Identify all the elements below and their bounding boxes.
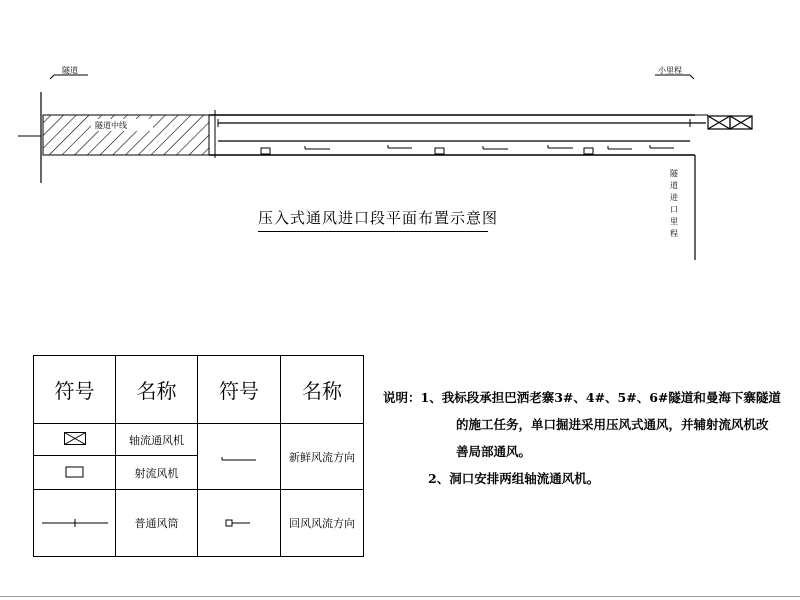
header-name-2: 名称 xyxy=(281,356,364,424)
notes-block xyxy=(383,384,781,492)
axial-fan xyxy=(708,116,730,129)
label-vertical: 隧道进口里程 xyxy=(670,169,678,238)
diagram-title: 压入式通风进口段平面布置示意图 xyxy=(258,209,499,227)
notes-label: 说明： xyxy=(383,390,421,405)
note-2: 2、洞口安排两组轴流通风机。 xyxy=(428,471,600,486)
legend-row xyxy=(34,490,364,557)
axial-fan xyxy=(730,116,752,129)
label-tunnel-center: 隧道中线 xyxy=(95,121,127,130)
flow-arrow xyxy=(305,146,330,149)
jet-fan xyxy=(584,148,593,154)
note-1-line-3: 善局部通风。 xyxy=(456,444,532,459)
flow-arrow xyxy=(388,145,412,148)
jet-fan-symbol xyxy=(34,456,116,490)
jet-fan xyxy=(435,148,444,154)
label-right-top: 小里程 xyxy=(658,66,682,75)
label-left-top: 隧道 xyxy=(62,66,78,75)
flow-arrow xyxy=(483,146,508,149)
return-flow-name: 回风风流方向 xyxy=(281,490,364,557)
flow-arrow xyxy=(608,146,632,149)
header-symbol: 符号 xyxy=(34,356,116,424)
legend-header-row xyxy=(34,356,364,424)
note-1-line-1: 说明：1、我标段承担巴洒老寨3#、4#、5#、6#隧道和曼海下寨隧道 xyxy=(383,390,781,405)
legend-table xyxy=(33,355,364,557)
title-underline xyxy=(258,231,488,232)
header-name: 名称 xyxy=(116,356,198,424)
fresh-flow-symbol xyxy=(198,424,281,490)
jet-fan-name: 射流风机 xyxy=(116,456,198,490)
fresh-flow-name: 新鲜风流方向 xyxy=(281,424,364,490)
axial-fan-name: 轴流通风机 xyxy=(116,424,198,456)
axial-fan-symbol xyxy=(34,424,116,456)
duct-name: 普通风筒 xyxy=(116,490,198,557)
jet-fan xyxy=(261,148,270,154)
header-symbol-2: 符号 xyxy=(198,356,281,424)
note-1-line-2: 的施工任务，单口掘进采用压风式通风，并辅射流风机改 xyxy=(456,417,769,432)
return-flow-symbol xyxy=(198,490,281,557)
flow-arrow xyxy=(650,145,674,148)
bottom-rule xyxy=(0,596,800,597)
flow-arrow xyxy=(548,145,573,148)
duct-symbol xyxy=(34,490,116,557)
legend-row xyxy=(34,424,364,456)
